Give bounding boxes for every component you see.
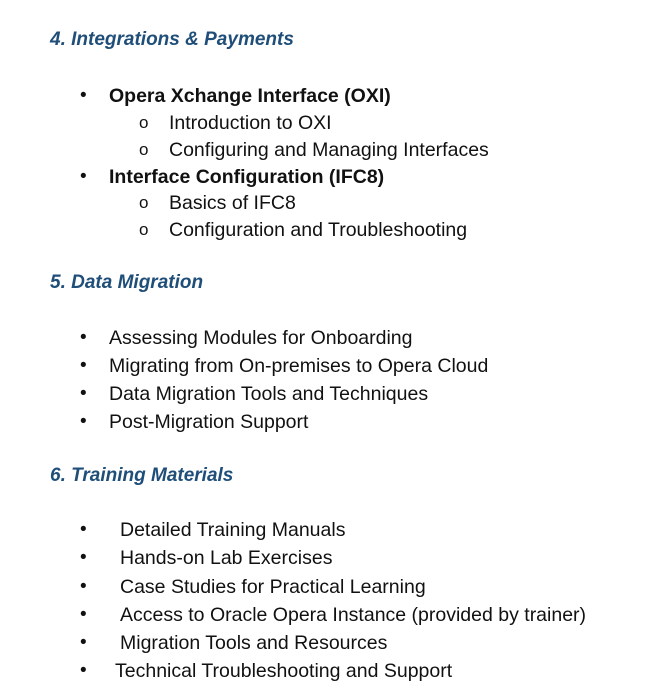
list-item: Data Migration Tools and Techniques — [109, 383, 429, 405]
list-item: Case Studies for Practical Learning — [120, 576, 426, 598]
bullet-icon: • — [80, 327, 87, 348]
bullet-icon: • — [80, 519, 87, 540]
list-item: Post-Migration Support — [109, 411, 309, 433]
bullet-icon: • — [80, 660, 87, 681]
bullet-icon: • — [80, 576, 87, 597]
sub-bullet-icon: o — [139, 140, 149, 159]
list-item: Technical Troubleshooting and Support — [115, 660, 453, 682]
list-item: Access to Oracle Opera Instance (provided by trainer) — [120, 604, 587, 626]
sub-bullet-icon: o — [139, 220, 149, 239]
bullet-icon: • — [80, 166, 87, 187]
section-heading-training-materials: 6. Training Materials — [50, 465, 234, 486]
bullet-icon: • — [80, 632, 87, 653]
sub-bullet-icon: o — [139, 113, 149, 132]
bullet-icon: • — [80, 85, 87, 106]
section-heading-integrations: 4. Integrations & Payments — [50, 29, 294, 50]
list-item: Hands-on Lab Exercises — [120, 547, 333, 569]
bullet-icon: • — [80, 411, 87, 432]
list-item: Assessing Modules for Onboarding — [109, 327, 413, 349]
list-item-oxi: Opera Xchange Interface (OXI) — [109, 85, 391, 107]
list-item-ifc8: Interface Configuration (IFC8) — [109, 166, 385, 188]
bullet-icon: • — [80, 383, 87, 404]
section-heading-data-migration: 5. Data Migration — [50, 272, 204, 293]
sub-list-item: Configuring and Managing Interfaces — [169, 139, 489, 161]
bullet-icon: • — [80, 355, 87, 376]
list-item: Migration Tools and Resources — [120, 632, 388, 654]
bullet-icon: • — [80, 547, 87, 568]
sub-list-item: Configuration and Troubleshooting — [169, 219, 468, 241]
sub-list-item: Introduction to OXI — [169, 112, 332, 134]
sub-bullet-icon: o — [139, 193, 149, 212]
list-item: Detailed Training Manuals — [120, 519, 346, 541]
list-item: Migrating from On-premises to Opera Cloud — [109, 355, 489, 377]
bullet-icon: • — [80, 604, 87, 625]
sub-list-item: Basics of IFC8 — [169, 192, 296, 214]
